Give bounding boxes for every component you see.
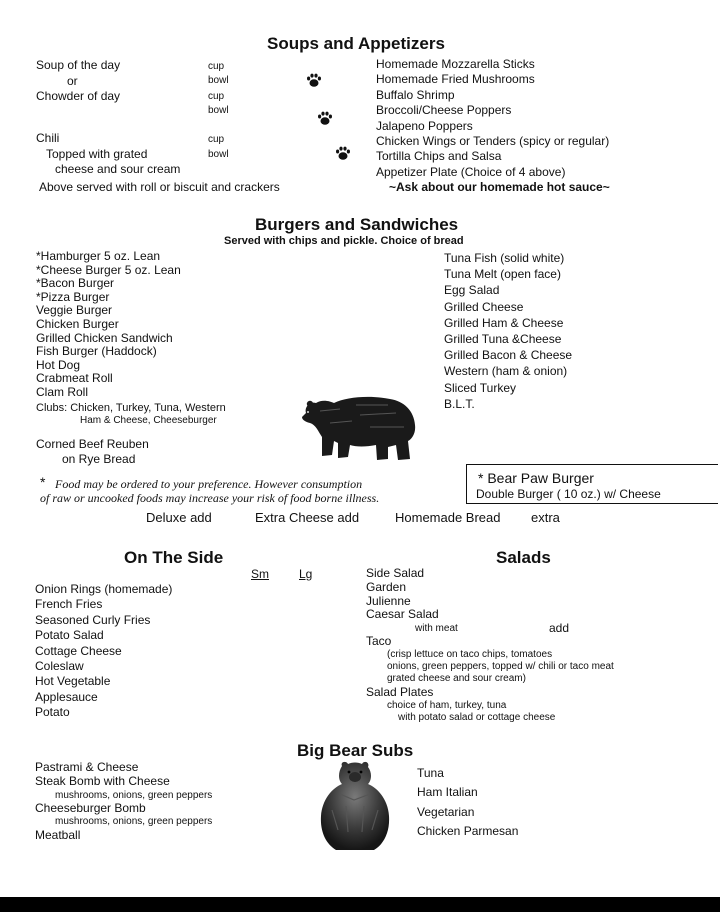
list-item: Potato xyxy=(35,705,70,720)
reuben-line-1: Corned Beef Reuben xyxy=(36,437,149,451)
chili: Chili xyxy=(36,131,60,145)
side-title: On The Side xyxy=(124,548,224,567)
clubs-line-2: Ham & Cheese, Cheeseburger xyxy=(80,415,217,426)
list-item: Grilled Ham & Cheese xyxy=(444,315,564,330)
list-item: Crabmeat Roll xyxy=(36,371,113,386)
caesar-salad: Caesar Salad xyxy=(366,607,439,621)
reuben-line-2: on Rye Bread xyxy=(62,452,136,466)
list-item: Egg Salad xyxy=(444,283,500,298)
list-item: Western (ham & onion) xyxy=(444,364,568,379)
list-item: Seasoned Curly Fries xyxy=(35,612,151,627)
sub-chicken-parmesan: Chicken Parmesan xyxy=(417,824,519,838)
chili-desc-2: cheese and sour cream xyxy=(55,162,181,176)
caesar-add: add xyxy=(549,621,570,635)
burgers-subtitle: Served with chips and pickle. Choice of bread xyxy=(224,235,464,247)
list-item: Veggie Burger xyxy=(36,303,113,318)
sub-meatball: Meatball xyxy=(35,828,81,842)
list-item: Potato Salad xyxy=(35,628,104,643)
walking-bear-icon xyxy=(300,393,418,463)
bottom-edge-bar xyxy=(0,897,720,912)
julienne-salad: Julienne xyxy=(366,594,411,608)
soups-title: Soups and Appetizers xyxy=(267,34,445,53)
bear-paw-icon xyxy=(335,145,351,161)
sandwich-list xyxy=(444,250,572,412)
clubs-line-1: Clubs: Chicken, Turkey, Tuna, Western xyxy=(36,402,226,414)
list-item: Homemade Mozzarella Sticks xyxy=(376,57,535,71)
disclaimer-star: * xyxy=(40,474,46,490)
deluxe-add: Deluxe add xyxy=(146,510,212,525)
taco-desc-2: onions, green peppers, topped w/ chili or taco meat xyxy=(387,661,614,672)
list-item: Grilled Cheese xyxy=(444,299,524,314)
size-bowl: bowl xyxy=(208,149,229,160)
list-item: B.L.T. xyxy=(444,396,475,411)
list-item: Tortilla Chips and Salsa xyxy=(376,149,502,164)
taco-desc-3: grated cheese and sour cream) xyxy=(387,673,526,684)
sub-ham-italian: Ham Italian xyxy=(417,785,478,799)
burger-list xyxy=(36,250,181,400)
disclaimer-line-2: of raw or uncooked foods may increase your risk of food borne illness. xyxy=(40,491,380,505)
sub-pastrami: Pastrami & Cheese xyxy=(35,760,139,774)
salad-plates: Salad Plates xyxy=(366,685,434,699)
sub-vegetarian: Vegetarian xyxy=(417,805,475,819)
list-item: Hot Vegetable xyxy=(35,674,111,689)
soup-or: or xyxy=(67,74,78,88)
list-item: Onion Rings (homemade) xyxy=(35,582,173,596)
list-item: Buffalo Shrimp xyxy=(376,87,455,102)
plates-desc-1: choice of ham, turkey, tuna xyxy=(387,700,507,711)
size-bowl: bowl xyxy=(208,75,229,86)
taco-salad: Taco xyxy=(366,634,392,648)
bear-paw-desc: Double Burger ( 10 oz.) w/ Cheese xyxy=(476,487,661,501)
chowder-of-day: Chowder of day xyxy=(36,89,121,103)
sub-steak-desc: mushrooms, onions, green peppers xyxy=(55,790,213,801)
list-item: Appetizer Plate (Choice of 4 above) xyxy=(376,164,566,179)
chili-desc-1: Topped with grated xyxy=(46,147,148,161)
served-note: Above served with roll or biscuit and crackers xyxy=(39,180,280,194)
taco-desc-1: (crisp lettuce on taco chips, tomatoes xyxy=(387,649,553,660)
list-item: Tuna Melt (open face) xyxy=(444,267,561,282)
list-item: *Bacon Burger xyxy=(36,276,115,291)
list-item: Sliced Turkey xyxy=(444,380,517,395)
bear-paw-icon xyxy=(317,110,333,126)
list-item: Grilled Bacon & Cheese xyxy=(444,348,573,363)
list-item: Tuna Fish (solid white) xyxy=(444,251,565,265)
standing-bear-icon xyxy=(318,760,392,852)
caesar-with-meat: with meat xyxy=(415,623,458,634)
appetizer-list xyxy=(376,57,609,180)
burgers-title: Burgers and Sandwiches xyxy=(255,215,459,234)
salads-title: Salads xyxy=(496,548,551,567)
list-item: Hot Dog xyxy=(36,357,81,372)
list-item: Homemade Fried Mushrooms xyxy=(376,72,535,87)
disclaimer-line-1: Food may be ordered to your preference. However consumption xyxy=(55,477,363,491)
size-cup: cup xyxy=(208,91,225,102)
garden-salad: Garden xyxy=(366,580,407,594)
subs-title: Big Bear Subs xyxy=(297,741,414,760)
list-item: Clam Roll xyxy=(36,384,89,399)
bear-paw-icon xyxy=(306,72,322,88)
list-item: *Hamburger 5 oz. Lean xyxy=(36,249,161,263)
list-item: Grilled Tuna &Cheese xyxy=(444,332,562,347)
list-item: *Cheese Burger 5 oz. Lean xyxy=(36,262,181,277)
sub-tuna: Tuna xyxy=(417,766,444,780)
list-item: Applesauce xyxy=(35,689,98,704)
list-item: Fish Burger (Haddock) xyxy=(36,344,157,359)
side-list xyxy=(35,582,172,721)
homemade-bread: Homemade Bread xyxy=(395,510,501,525)
plates-desc-2: with potato salad or cottage cheese xyxy=(398,712,556,723)
hot-sauce-note: ~Ask about our homemade hot sauce~ xyxy=(389,180,610,194)
list-item: Jalapeno Poppers xyxy=(376,118,473,133)
sub-cheeseburger-desc: mushrooms, onions, green peppers xyxy=(55,816,213,827)
sub-steak-bomb: Steak Bomb with Cheese xyxy=(35,774,170,788)
list-item: French Fries xyxy=(35,597,103,612)
soup-of-day: Soup of the day xyxy=(36,58,121,72)
list-item: Coleslaw xyxy=(35,659,84,674)
size-cup: cup xyxy=(208,61,225,72)
bear-paw-title: * Bear Paw Burger xyxy=(478,470,594,486)
sub-cheeseburger-bomb: Cheeseburger Bomb xyxy=(35,801,146,815)
list-item: Broccoli/Cheese Poppers xyxy=(376,103,512,118)
list-item: Chicken Burger xyxy=(36,316,119,331)
extra-cheese-add: Extra Cheese add xyxy=(255,510,360,525)
list-item: Grilled Chicken Sandwich xyxy=(36,330,173,345)
bread-extra: extra xyxy=(531,510,560,525)
list-item: Chicken Wings or Tenders (spicy or regular) xyxy=(376,134,610,149)
list-item: Cottage Cheese xyxy=(35,643,122,658)
size-cup: cup xyxy=(208,134,225,145)
list-item: *Pizza Burger xyxy=(36,289,110,304)
side-sm-header: Sm xyxy=(251,567,269,581)
side-salad: Side Salad xyxy=(366,566,425,580)
side-lg-header: Lg xyxy=(299,567,313,581)
size-bowl: bowl xyxy=(208,105,229,116)
